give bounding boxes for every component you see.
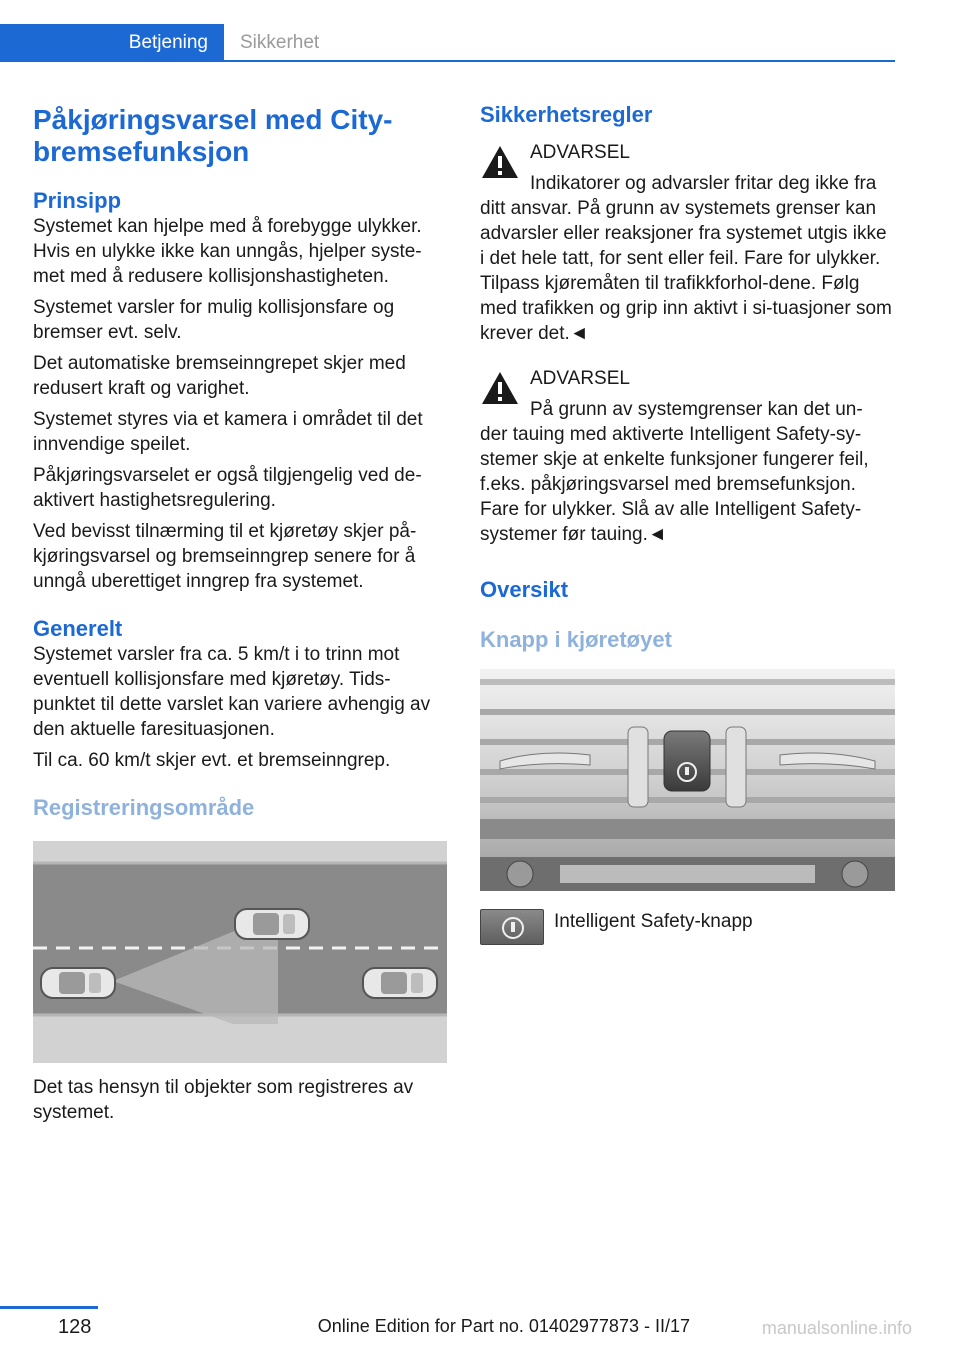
car-icon xyxy=(235,909,309,939)
car-icon xyxy=(41,968,115,998)
paragraph: Systemet styres via et kamera i området til det innvendige speilet. xyxy=(33,409,423,455)
edition-text: Online Edition for Part no. 01402977873 - II/17 xyxy=(317,1316,690,1336)
detection-area-illustration xyxy=(33,841,447,1063)
left-column xyxy=(33,104,447,1125)
car-icon xyxy=(363,968,437,998)
heading-registreringsomrade: Registreringsområde xyxy=(33,795,255,820)
detection-area-figure xyxy=(33,841,447,1063)
paragraph: Systemet varsler for mulig kollisjonsfare og bremser evt. selv. xyxy=(33,297,395,343)
button-legend xyxy=(480,909,896,945)
paragraph: Til ca. 60 km/t skjer evt. et bremseinngrep. xyxy=(33,750,391,771)
heading-knapp-i-kjoretoyet: Knapp i kjøretøyet xyxy=(480,627,672,652)
figure-caption: Det tas hensyn til objekter som registreres av systemet. xyxy=(33,1077,414,1123)
paragraph: Systemet varsler fra ca. 5 km/t i to trinn mot eventuell kollisjonsfare med kjøretøy. Tids-punktet til dette varslet kan variere avhengig av den aktuelle faresituasjonen. xyxy=(33,644,431,740)
paragraph: Ved bevisst tilnærming til et kjøretøy skjer på-kjøringsvarsel og bremseinngrep senere for å unngå uberettiget inngrep fra systemet. xyxy=(33,521,417,592)
chapter-tabs xyxy=(0,24,895,62)
page-title: Påkjøringsvarsel med City-bremsefunksjon xyxy=(33,104,393,167)
warning-label: ADVARSEL xyxy=(530,142,630,163)
dashboard-illustration xyxy=(480,669,895,891)
warning-text-first-line: Indikatorer og advarsler fritar deg ikke fra xyxy=(530,173,877,194)
warning-text: ditt ansvar. På grunn av systemets grenser kan advarsler eller reaksjoner fra systemet utgis ikke i det hele tatt, for sent eller feil. Fare for ulykker. Tilpass kjøremåten til trafikkforhol-dene. Følg med trafikken og grip inn aktivt i si-tuasjoner som krever det.◄ xyxy=(480,198,892,344)
warning-label: ADVARSEL xyxy=(530,368,630,389)
warning-text-first-line: På grunn av systemgrenser kan det un- xyxy=(530,399,863,420)
warning-text: der tauing med aktiverte Intelligent Safety-sy-stemer skje at enkelte funksjoner fungerer feil, f.eks. påkjøringsvarsel med bremsefunksjon. Fare for ulykker. Slå av alle Intelligent Safety-systemer før tauing.◄ xyxy=(480,424,869,545)
warning-block xyxy=(480,366,896,547)
paragraph: Systemet kan hjelpe med å forebygge ulykker. Hvis en ulykke ikke kan unngås, hjelper syste-met med å redusere kollisjonshastigheten. xyxy=(33,216,422,287)
tab-betjening[interactable]: Betjening xyxy=(0,24,224,61)
intelligent-safety-button-icon xyxy=(480,909,544,945)
right-column xyxy=(480,102,896,945)
page-number: 128 xyxy=(58,1316,92,1338)
paragraph: Påkjøringsvarselet er også tilgjengelig ved de-aktivert hastighetsregulering. xyxy=(33,465,422,511)
tab-sikkerhet[interactable]: Sikkerhet xyxy=(240,31,320,53)
warning-triangle-icon xyxy=(480,370,520,406)
warning-block xyxy=(480,140,896,346)
heading-oversikt: Oversikt xyxy=(480,577,569,602)
warning-triangle-icon xyxy=(480,144,520,180)
dashboard-photo xyxy=(480,669,895,891)
heading-generelt: Generelt xyxy=(33,616,123,641)
footer-rule xyxy=(0,1306,98,1309)
button-label: Intelligent Safety-knapp xyxy=(554,911,753,932)
heading-sikkerhetsregler: Sikkerhetsregler xyxy=(480,102,653,127)
paragraph: Det automatiske bremseinngrepet skjer med redusert kraft og varighet. xyxy=(33,353,406,399)
watermark: manualsonline.info xyxy=(761,1318,912,1338)
heading-prinsipp: Prinsipp xyxy=(33,188,122,213)
